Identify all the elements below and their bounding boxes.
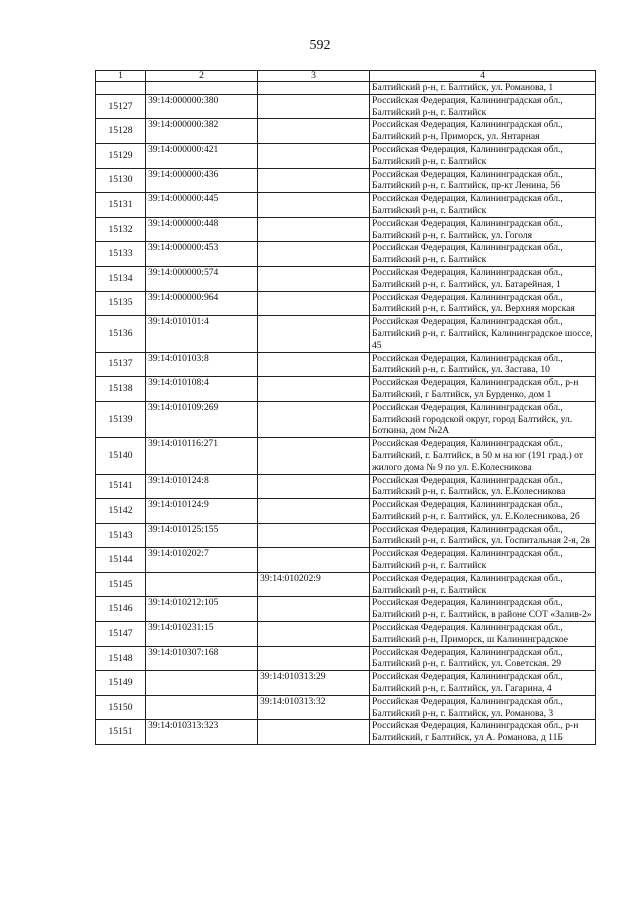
related-cadastral-number (258, 143, 370, 168)
row-number: 15134 (96, 266, 146, 291)
row-number: 15127 (96, 94, 146, 119)
related-cadastral-number (258, 646, 370, 671)
related-cadastral-number (258, 217, 370, 242)
table-row (96, 352, 596, 377)
related-cadastral-number (258, 119, 370, 144)
row-number: 15130 (96, 168, 146, 193)
related-cadastral-number (258, 597, 370, 622)
register-table (95, 70, 596, 745)
row-number: 15131 (96, 193, 146, 218)
address: Балтийский р-н, г. Балтийск, ул. Романова, 1 (370, 82, 596, 95)
table-row (96, 266, 596, 291)
row-number: 15136 (96, 316, 146, 352)
table-row (96, 119, 596, 144)
table-row (96, 572, 596, 597)
cadastral-number: 39:14:010313:323 (146, 720, 258, 745)
cadastral-number: 39:14:010108:4 (146, 377, 258, 402)
table-body (96, 71, 596, 745)
address: Российская Федерация. Калининградская обл., Балтийский р-н, г. Балтийск (370, 548, 596, 573)
address: Российская Федерация, Калининградская обл., Балтийский р-н, г. Балтийск, в районе СОТ «Залив-2» (370, 597, 596, 622)
row-number: 15141 (96, 474, 146, 499)
cadastral-number: 39:14:000000:382 (146, 119, 258, 144)
cadastral-number: 39:14:000000:448 (146, 217, 258, 242)
related-cadastral-number (258, 523, 370, 548)
cadastral-number: 39:14:010125:155 (146, 523, 258, 548)
header-cell-1: 1 (96, 71, 146, 82)
related-cadastral-number (258, 242, 370, 267)
cadastral-number: 39:14:010124:9 (146, 499, 258, 524)
related-cadastral-number (258, 82, 370, 95)
related-cadastral-number (258, 94, 370, 119)
continuation-row (96, 82, 596, 95)
row-number: 15129 (96, 143, 146, 168)
cadastral-number: 39:14:010103:8 (146, 352, 258, 377)
cadastral-number: 39:14:010109:269 (146, 401, 258, 437)
address: Российская Федерация, Калининградская обл., Балтийский р-н, г. Балтийск (370, 94, 596, 119)
address: Российская Федерация, Калининградская обл., Балтийский р-н, г. Балтийск, ул. Е.Колесникова (370, 474, 596, 499)
table-row (96, 695, 596, 720)
related-cadastral-number: 39:14:010313:32 (258, 695, 370, 720)
table-row (96, 242, 596, 267)
cadastral-number (146, 572, 258, 597)
page-number: 592 (309, 38, 331, 53)
address: Российская Федерация, Калининградская обл., Балтийский р-н, г. Балтийск, пр-кт Ленина, 56 (370, 168, 596, 193)
table-row (96, 377, 596, 402)
cadastral-number: 39:14:010212:105 (146, 597, 258, 622)
cadastral-number (146, 695, 258, 720)
cadastral-number: 39:14:000000:421 (146, 143, 258, 168)
row-number: 15139 (96, 401, 146, 437)
cadastral-number: 39:14:010202:7 (146, 548, 258, 573)
address: Российская Федерация. Калининградская обл., Балтийский р-н, Приморск, ш Калининградское (370, 622, 596, 647)
address: Российская Федерация, Калининградская обл., Балтийский р-н, г. Балтийск, ул. Застава, 10 (370, 352, 596, 377)
related-cadastral-number (258, 622, 370, 647)
related-cadastral-number (258, 720, 370, 745)
address: Российская Федерация, Калининградская обл., Балтийский р-н, г. Балтийск, ул. Е.Колесникова, 2б (370, 499, 596, 524)
header-cell-3: 3 (258, 71, 370, 82)
table-row (96, 291, 596, 316)
header-cell-4: 4 (370, 71, 596, 82)
address: Российская Федерация, Калининградская обл., Балтийский р-н, г. Балтийск (370, 143, 596, 168)
cadastral-number (146, 82, 258, 95)
address: Российская Федерация, Калининградская обл., Балтийский р-н, г. Балтийск, Калининградское шоссе, 45 (370, 316, 596, 352)
cadastral-number: 39:14:010307:168 (146, 646, 258, 671)
table-row (96, 316, 596, 352)
row-number: 15151 (96, 720, 146, 745)
address: Российская Федерация, Калининградская обл., Балтийский р-н, г. Балтийск (370, 572, 596, 597)
address: Российская Федерация, Калининградская обл., р-н Балтийский, г Балтийск, ул Бурденко, дом 1 (370, 377, 596, 402)
header-cell-2: 2 (146, 71, 258, 82)
row-number: 15140 (96, 438, 146, 474)
row-number: 15148 (96, 646, 146, 671)
cadastral-number: 39:14:000000:453 (146, 242, 258, 267)
address: Российская Федерация, Калининградская обл., Балтийский, г. Балтийск, в 50 м на юг (191 град.) от жилого дома № 9 по ул. Е.Колесникова (370, 438, 596, 474)
related-cadastral-number (258, 168, 370, 193)
cadastral-number: 39:14:010124:8 (146, 474, 258, 499)
related-cadastral-number (258, 266, 370, 291)
table-row (96, 474, 596, 499)
row-number: 15133 (96, 242, 146, 267)
cadastral-number: 39:14:010116:271 (146, 438, 258, 474)
cadastral-number: 39:14:000000:574 (146, 266, 258, 291)
address: Российская Федерация, Калининградская обл., Балтийский городской округ, город Балтийск, ул. Боткина, дом №2А (370, 401, 596, 437)
cadastral-number (146, 671, 258, 696)
row-number: 15143 (96, 523, 146, 548)
row-number: 15147 (96, 622, 146, 647)
table-row (96, 499, 596, 524)
cadastral-number: 39:14:000000:445 (146, 193, 258, 218)
table-row (96, 671, 596, 696)
related-cadastral-number (258, 474, 370, 499)
table-row (96, 548, 596, 573)
table-row (96, 622, 596, 647)
row-number: 15138 (96, 377, 146, 402)
cadastral-number: 39:14:000000:380 (146, 94, 258, 119)
cadastral-number: 39:14:010231:15 (146, 622, 258, 647)
address: Российская Федерация, Калининградская обл., Балтийский р-н, г. Балтийск, ул. Гоголя (370, 217, 596, 242)
header-row (96, 71, 596, 82)
cadastral-number: 39:14:000000:964 (146, 291, 258, 316)
address: Российская Федерация, Калининградская обл., Балтийский р-н, г. Балтийск, ул. Романова, 3 (370, 695, 596, 720)
related-cadastral-number (258, 548, 370, 573)
row-number: 15150 (96, 695, 146, 720)
related-cadastral-number: 39:14:010202:9 (258, 572, 370, 597)
related-cadastral-number (258, 291, 370, 316)
table-row (96, 94, 596, 119)
related-cadastral-number (258, 352, 370, 377)
address: Российская Федерация. Калининградская обл., Балтийский р-н, г. Балтийск, ул. Верхняя морская (370, 291, 596, 316)
table-row (96, 720, 596, 745)
row-number: 15135 (96, 291, 146, 316)
address: Российская Федерация, Калининградская обл., Балтийский р-н, г. Балтийск, ул. Гагарина, 4 (370, 671, 596, 696)
row-number: 15146 (96, 597, 146, 622)
table-row (96, 143, 596, 168)
table-row (96, 438, 596, 474)
table-row (96, 193, 596, 218)
table-row (96, 597, 596, 622)
table-row (96, 168, 596, 193)
row-number: 15142 (96, 499, 146, 524)
row-number (96, 82, 146, 95)
table-row (96, 523, 596, 548)
related-cadastral-number: 39:14:010313:29 (258, 671, 370, 696)
address: Российская Федерация, Калининградская обл., Балтийский р-н, г. Балтийск (370, 242, 596, 267)
related-cadastral-number (258, 316, 370, 352)
related-cadastral-number (258, 438, 370, 474)
related-cadastral-number (258, 401, 370, 437)
row-number: 15144 (96, 548, 146, 573)
address: Российская Федерация, Калининградская обл., Балтийский р-н, Приморск, ул. Янтарная (370, 119, 596, 144)
related-cadastral-number (258, 193, 370, 218)
address: Российская Федерация, Калининградская обл., Балтийский р-н, г. Балтийск (370, 193, 596, 218)
row-number: 15132 (96, 217, 146, 242)
address: Российская Федерация, Калининградская обл., Балтийский р-н, г. Балтийск, ул. Советская. 29 (370, 646, 596, 671)
cadastral-number: 39:14:000000:436 (146, 168, 258, 193)
table-row (96, 646, 596, 671)
related-cadastral-number (258, 499, 370, 524)
table-row (96, 217, 596, 242)
cadastral-number: 39:14:010101:4 (146, 316, 258, 352)
row-number: 15128 (96, 119, 146, 144)
address: Российская Федерация, Калининградская обл., Балтийский р-н, г. Балтийск, ул. Батарейная, 1 (370, 266, 596, 291)
address: Российская Федерация, Калининградская обл., р-н Балтийский, г Балтийск, ул А. Романова, д 11Б (370, 720, 596, 745)
row-number: 15137 (96, 352, 146, 377)
table-row (96, 401, 596, 437)
row-number: 15145 (96, 572, 146, 597)
related-cadastral-number (258, 377, 370, 402)
address: Российская Федерация, Калининградская обл., Балтийский р-н, г. Балтийск, ул. Госпитальная 2-я, 2в (370, 523, 596, 548)
row-number: 15149 (96, 671, 146, 696)
